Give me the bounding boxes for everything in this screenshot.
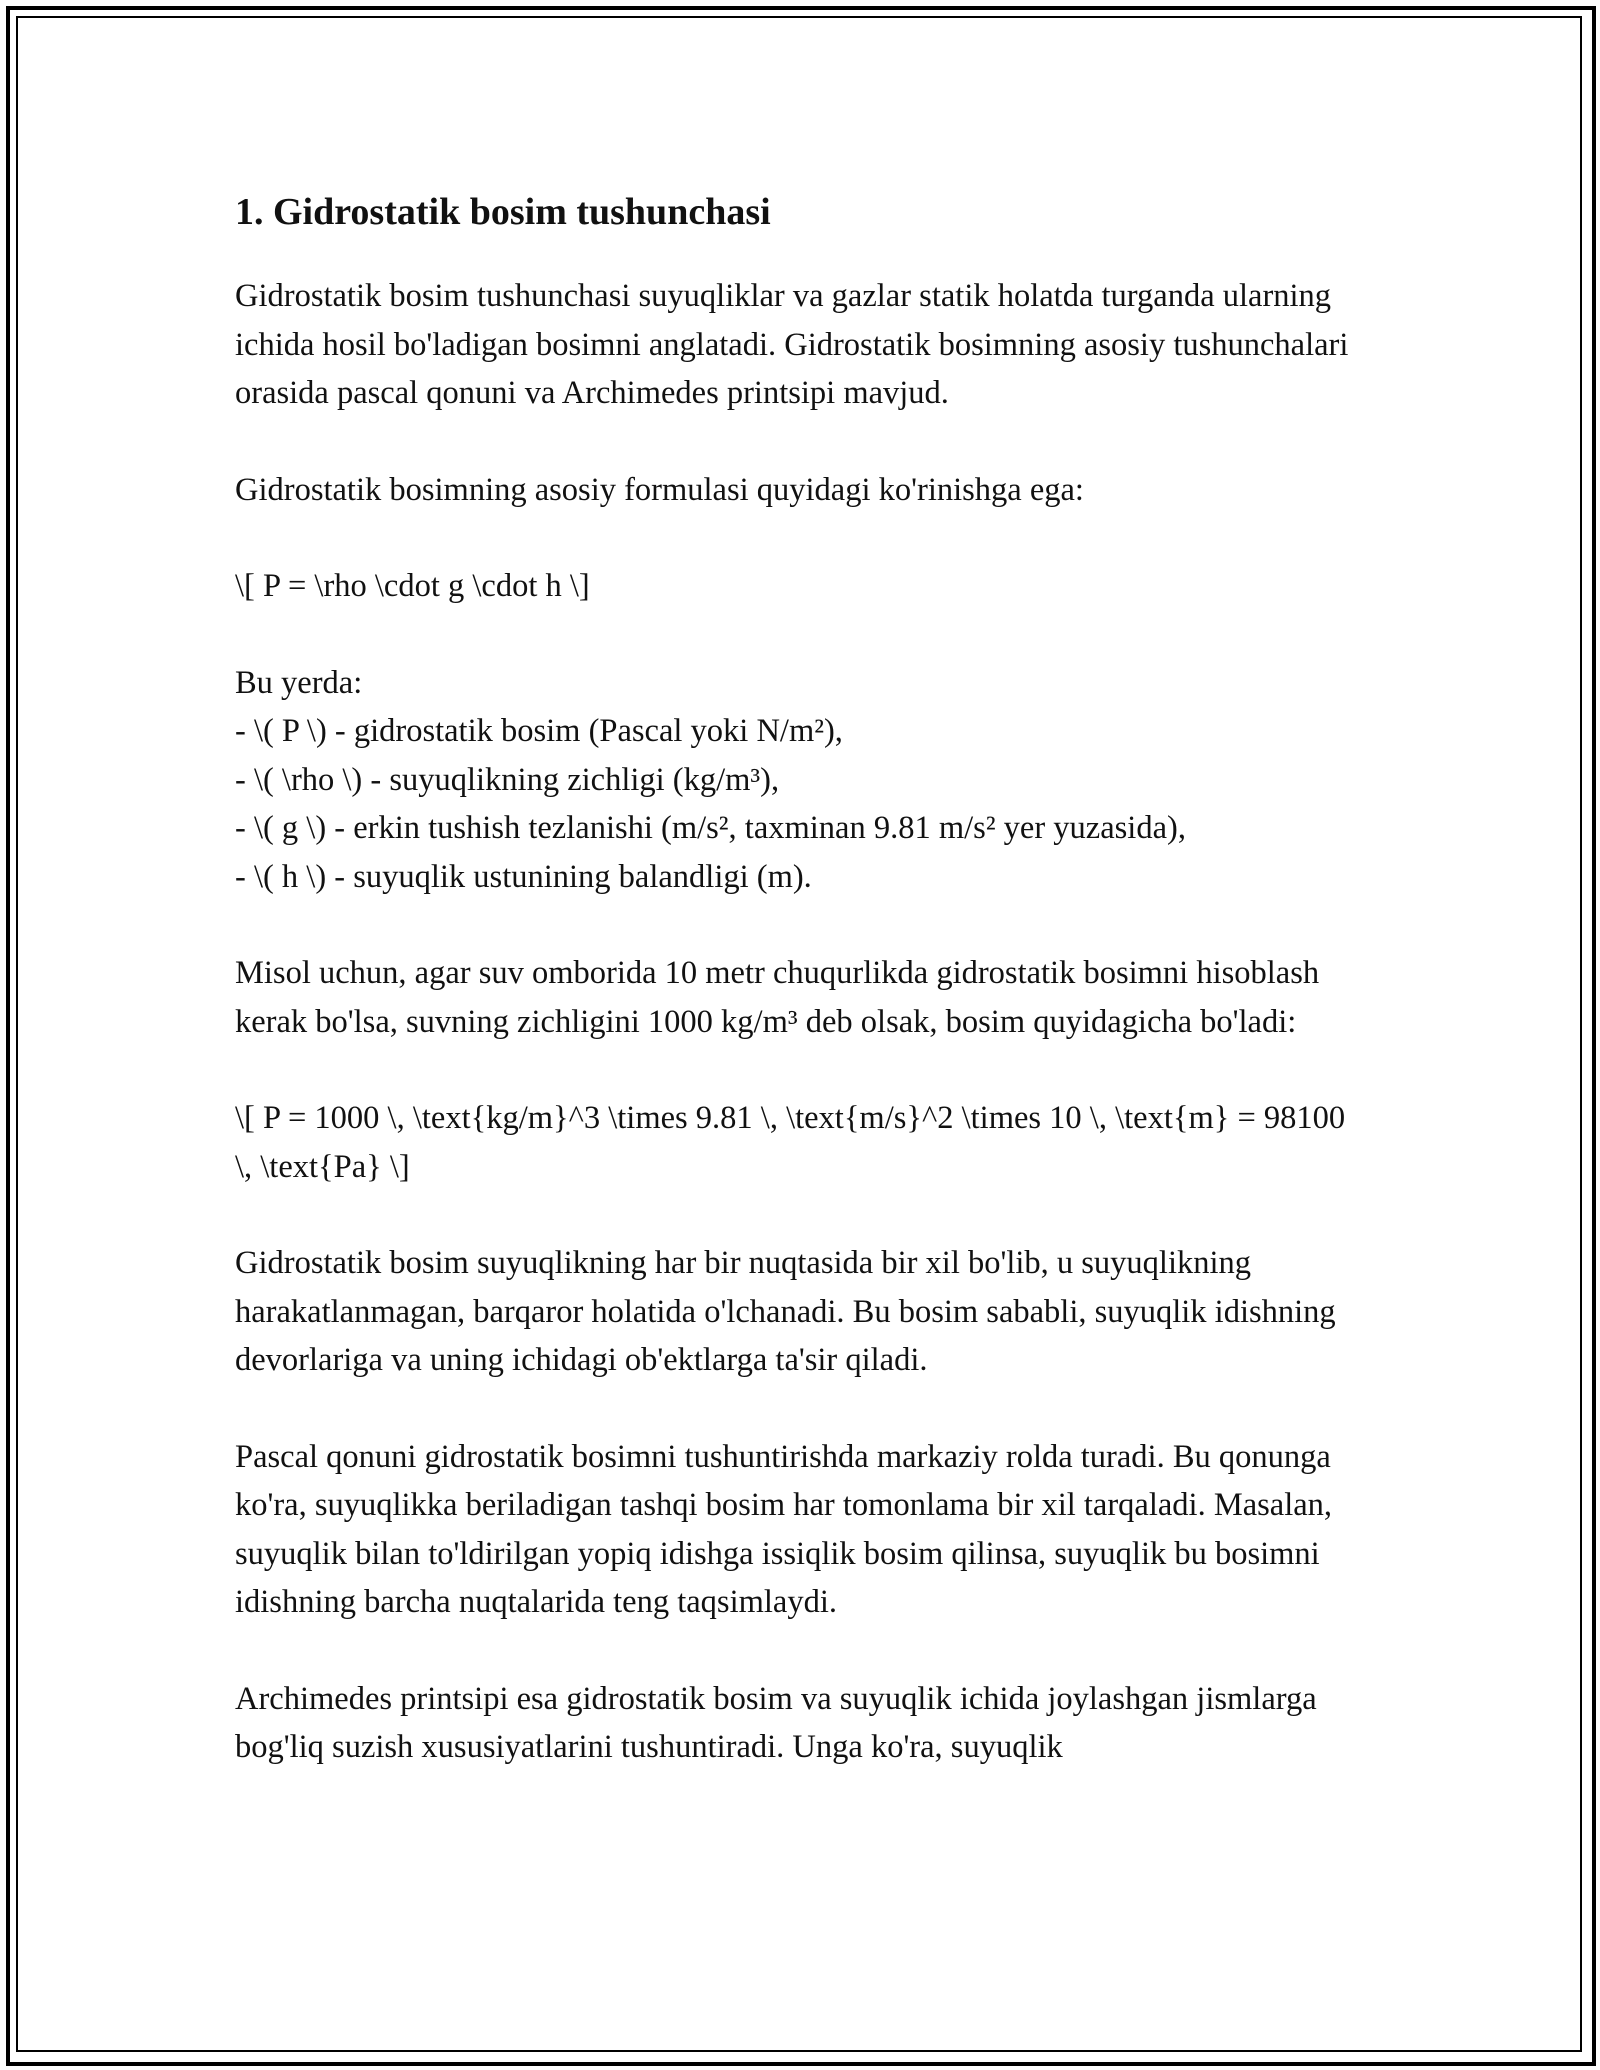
document-body [235,186,1365,1772]
uniform-pressure-paragraph: Gidrostatik bosim suyuqlikning har bir nuqtasida bir xil bo'lib, u suyuqlikning harakatlanmagan, barqaror holatida o'lchanadi. Bu bosim sababli, suyuqlik idishning devorlariga va uning ichidagi ob'ektlarga ta'sir qiladi. [235,1245,1336,1378]
example-paragraph: Misol uchun, agar suv omborida 10 metr chuqurlikda gidrostatik bosimni hisoblash kerak bo'lsa, suvning zichligini 1000 kg/m³ deb olsak, bosim quyidagicha bo'ladi: [235,955,1320,1040]
legend-item-rho: - \( \rho \) - suyuqlikning zichligi (kg/m³), [235,761,780,798]
section-heading: 1. Gidrostatik bosim tushunchasi [235,191,771,233]
archimedes-paragraph: Archimedes printsipi esa gidrostatik bosim va suyuqlik ichida joylashgan jismlarga bog'liq suzish xususiyatlarini tushuntiradi. Unga ko'ra, suyuqlik [235,1680,1317,1765]
intro-paragraph: Gidrostatik bosim tushunchasi suyuqliklar va gazlar statik holatda turganda ularning ichida hosil bo'ladigan bosimni anglatadi. Gidrostatik bosimning asosiy tushunchalari orasida pascal qonuni va Archimedes printsipi mavjud. [235,278,1349,411]
formula-line: \[ P = \rho \cdot g \cdot h \] [235,568,590,604]
legend-item-g: - \( g \) - erkin tushish tezlanishi (m/s², taxminan 9.81 m/s² yer yuzasida), [235,810,1186,846]
legend-item-p: - \( P \) - gidrostatik bosim (Pascal yoki N/m²), [235,713,843,749]
pascal-law-paragraph: Pascal qonuni gidrostatik bosimni tushuntirishda markaziy rolda turadi. Bu qonunga ko'ra, suyuqlikka beriladigan tashqi bosim har tomonlama bir xil tarqaladi. Masalan, suyuqlik bilan to'ldirilgan yopiq idishga issiqlik bosim qilinsa, suyuqlik bu bosimni idishning barcha nuqtalarida teng taqsimlaydi. [235,1438,1333,1620]
legend-title: Bu yerda: [235,664,363,701]
example-formula: \[ P = 1000 \, \text{kg/m}^3 \times 9.81 \, \text{m/s}^2 \times 10 \, \text{m} = 98100 \, \text{Pa} \] [235,1100,1346,1185]
legend-item-h: - \( h \) - suyuqlik ustunining balandligi (m). [235,858,812,895]
legend-block [235,659,1365,902]
formula-intro-paragraph: Gidrostatik bosimning asosiy formulasi quyidagi ko'rinishga ega: [235,471,1084,508]
